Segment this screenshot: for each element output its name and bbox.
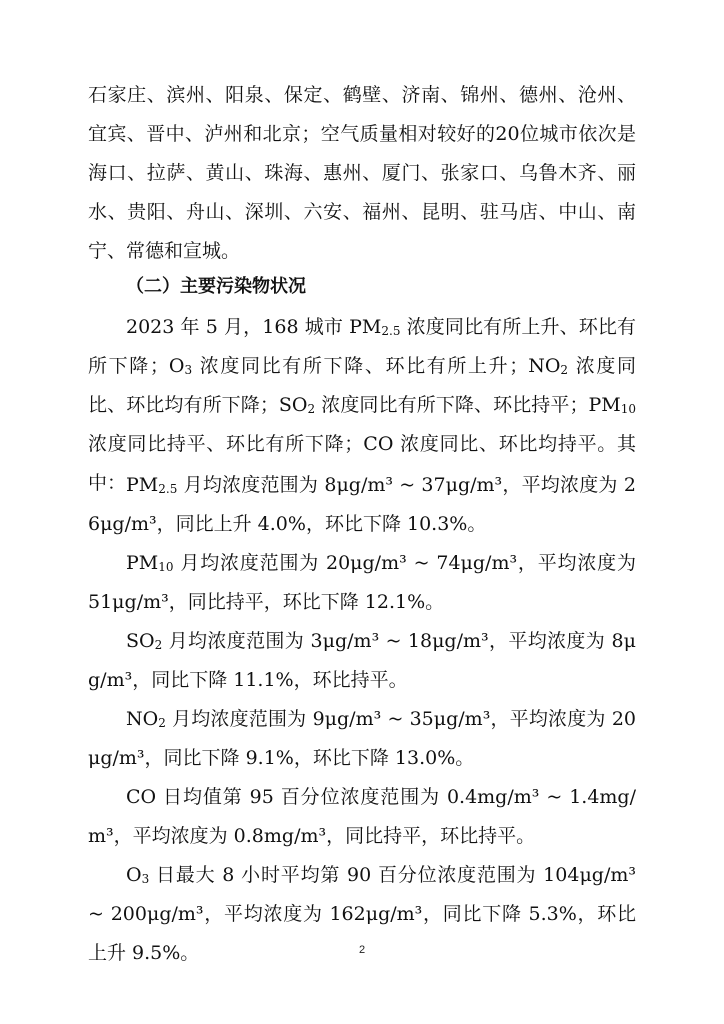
- summary-sub-pm10: 10: [620, 402, 637, 416]
- o3-text: 日最大 8 小时平均第 90 百分位浓度范围为 104μg/m³ ~ 200μg/m³，平均浓度为 162μg/m³，同比下降 5.3%，环比上升 9.5%。: [88, 864, 636, 964]
- so2-name: SO: [126, 630, 155, 652]
- paragraph-city-ranking: 石家庄、滨州、阳泉、保定、鹤壁、济南、锦州、德州、沧州、宜宾、晋中、泸州和北京；空气质量相对较好的20位城市依次是海口、拉萨、黄山、珠海、惠州、厦门、张家口、乌鲁木齐、丽水、贵阳、舟山、深圳、六安、福州、昆明、驻马店、中山、南宁、常德和宣城。: [88, 84, 636, 262]
- summary-text-1: 2023 年 5 月，168 城市 PM: [126, 316, 382, 338]
- section-heading: （二）主要污染物状况: [126, 276, 306, 297]
- summary-text-2: 浓度同比有所上升、环比有所下降；O: [88, 316, 636, 377]
- paragraph-no2: [88, 700, 636, 778]
- summary-text-5: 浓度同比有所下降、环比持平；PM: [315, 394, 621, 416]
- pm25-text: 月均浓度范围为 8μg/m³ ~ 37μg/m³，平均浓度为 26μg/m³，同比上升 4.0%，环比下降 10.3%。: [88, 474, 636, 535]
- pm25-name: PM: [126, 474, 159, 496]
- o3-sub: 3: [141, 872, 150, 886]
- o3-name: O: [126, 864, 142, 886]
- no2-text: 月均浓度范围为 9μg/m³ ~ 35μg/m³，平均浓度为 20μg/m³，同比下降 9.1%，环比下降 13.0%。: [88, 708, 636, 769]
- summary-sub-no2: 2: [560, 363, 569, 377]
- pm25-sub: 2.5: [158, 482, 178, 496]
- paragraph-so2: [88, 622, 636, 700]
- summary-text-4: 浓度同比、环比均有所下降；SO: [88, 355, 636, 416]
- page-number: 2: [358, 944, 366, 956]
- paragraph-co: [88, 778, 636, 856]
- co-text: CO 日均值第 95 百分位浓度范围为 0.4mg/m³ ~ 1.4mg/m³，平均浓度为 0.8mg/m³，同比持平，环比持平。: [88, 786, 636, 847]
- summary-sub-so2: 2: [307, 402, 316, 416]
- summary-text-6: 浓度同比持平、环比有所下降；CO 浓度同比、环比均持平。其中：: [88, 433, 636, 494]
- so2-text: 月均浓度范围为 3μg/m³ ~ 18μg/m³，平均浓度为 8μg/m³，同比下降 11.1%，环比持平。: [88, 630, 636, 691]
- no2-sub: 2: [158, 716, 166, 730]
- summary-sub-o3: 3: [184, 363, 193, 377]
- pm10-text: 月均浓度范围为 20μg/m³ ~ 74μg/m³，平均浓度为 51μg/m³，同比持平，环比下降 12.1%。: [88, 552, 636, 613]
- summary-sub-pm25: 2.5: [381, 324, 401, 338]
- so2-sub: 2: [154, 638, 163, 652]
- pm10-sub: 10: [158, 560, 174, 574]
- no2-name: NO: [126, 708, 159, 730]
- pm10-name: PM: [126, 552, 159, 574]
- summary-text-3: 浓度同比有所下降、环比有所上升；NO: [192, 355, 561, 377]
- paragraph-pm25: [88, 466, 636, 544]
- paragraph-pm10: [88, 544, 636, 622]
